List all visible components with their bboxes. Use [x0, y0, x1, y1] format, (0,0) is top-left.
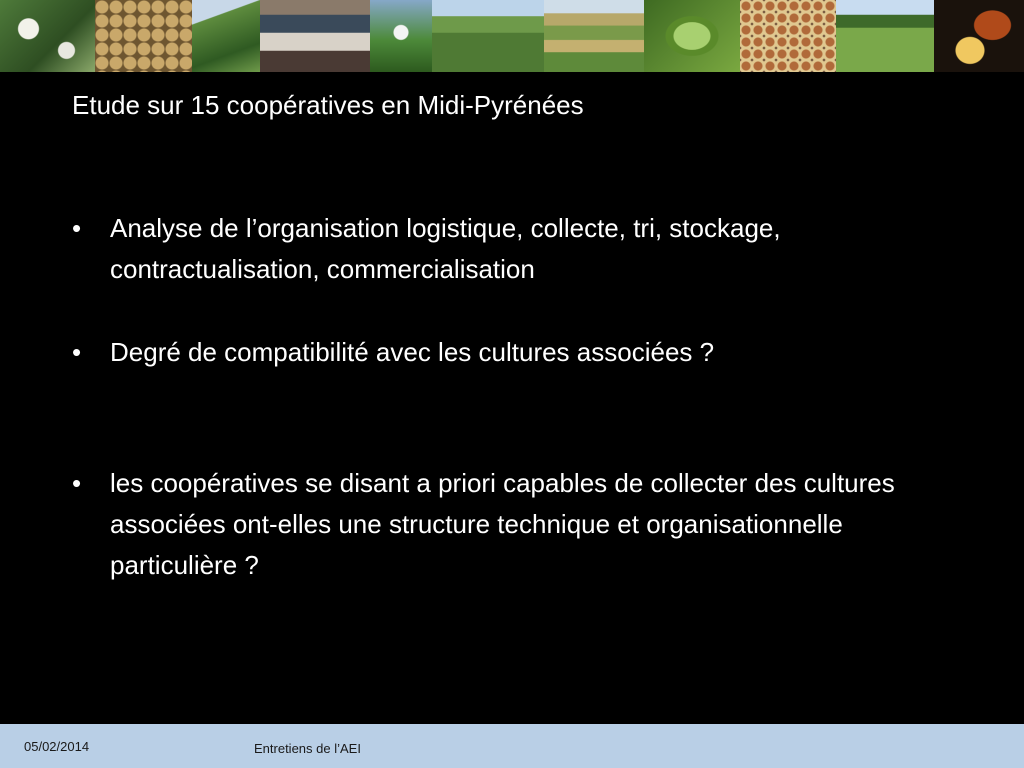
slide-title: Etude sur 15 coopératives en Midi-Pyrénées	[72, 90, 584, 120]
footer-date: 05/02/2014	[24, 739, 90, 754]
banner-photo-grain-samples	[740, 0, 836, 72]
banner-photo-field	[432, 0, 544, 72]
banner-photo-beans	[934, 0, 1024, 72]
banner-photo-plants	[192, 0, 260, 72]
bullet-item: • les coopératives se disant a priori capables de collecter des cultures associées ont-elles une structure technique et organisationnelle particulière ?	[72, 463, 972, 586]
bullet-list	[72, 208, 972, 586]
banner-photo-crops	[836, 0, 934, 72]
banner-photo-meeting	[260, 0, 370, 72]
footer-bar	[0, 724, 1024, 768]
photo-banner	[0, 0, 1024, 72]
banner-photo-flowers	[0, 0, 95, 72]
banner-photo-landscape	[544, 0, 644, 72]
banner-photo-peas	[644, 0, 740, 72]
banner-photo-blossom	[370, 0, 432, 72]
bullet-item: • Analyse de l’organisation logistique, collecte, tri, stockage, contractualisation, commercialisation	[72, 208, 972, 290]
banner-photo-seeds	[95, 0, 192, 72]
footer-event-name: Entretiens de l’AEI	[254, 741, 361, 756]
bullet-item: • Degré de compatibilité avec les cultures associées ?	[72, 332, 972, 373]
